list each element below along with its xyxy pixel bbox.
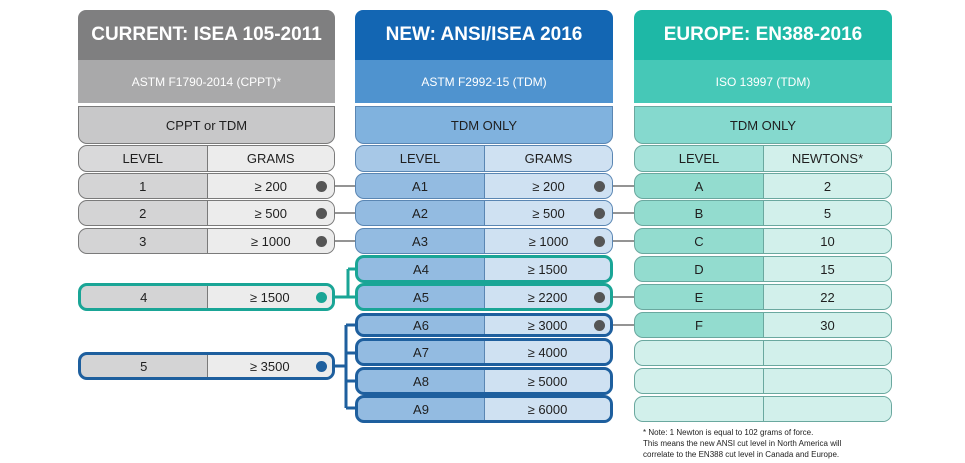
europe-level <box>635 397 763 421</box>
new-col-level: LEVEL <box>399 151 441 166</box>
table-row-level-4 <box>78 283 335 311</box>
current-grams: ≥ 1500 <box>207 286 333 308</box>
table-row-empty <box>634 368 892 394</box>
table-row <box>355 228 613 254</box>
europe-standard: ISO 13997 (TDM) <box>634 60 892 103</box>
connector-dot <box>594 208 605 219</box>
connector-dot <box>316 181 327 192</box>
current-level: 5 <box>140 358 148 374</box>
table-row <box>634 312 892 338</box>
table-row <box>634 228 892 254</box>
new-grams: ≥ 1000 <box>484 229 612 253</box>
new-grams: ≥ 6000 <box>484 398 610 420</box>
new-grams: ≥ 5000 <box>484 370 610 392</box>
table-row <box>634 256 892 282</box>
europe-newtons <box>763 397 891 421</box>
table-row-level-5 <box>78 352 335 380</box>
europe-level: C <box>694 233 704 249</box>
new-method: TDM ONLY <box>355 106 613 144</box>
europe-newtons: 30 <box>763 313 891 337</box>
europe-newtons: 2 <box>763 174 891 198</box>
new-col-grams: GRAMS <box>484 146 612 171</box>
table-row <box>355 395 613 423</box>
new-level: A1 <box>412 178 428 194</box>
europe-level <box>635 369 763 393</box>
europe-newtons: 22 <box>763 285 891 309</box>
connector-dot <box>316 236 327 247</box>
europe-level: E <box>694 289 704 305</box>
connector-dot <box>316 292 327 303</box>
connector-dot <box>594 292 605 303</box>
table-row <box>78 173 335 199</box>
new-level: A6 <box>413 317 429 333</box>
current-method: CPPT or TDM <box>78 106 335 144</box>
current-grams: ≥ 3500 <box>207 355 333 377</box>
current-grams: ≥ 1000 <box>207 229 335 253</box>
connector-dot <box>316 208 327 219</box>
current-col-grams: GRAMS <box>207 146 335 171</box>
table-row <box>634 173 892 199</box>
europe-level: B <box>694 205 704 221</box>
table-row-empty <box>634 340 892 366</box>
table-row <box>355 200 613 226</box>
table-row <box>355 255 613 283</box>
table-row <box>355 313 613 337</box>
table-row <box>355 367 613 395</box>
table-row <box>78 200 335 226</box>
footnote-line: * Note: 1 Newton is equal to 102 grams of force. <box>643 428 814 437</box>
europe-level: D <box>694 261 704 277</box>
new-level: A7 <box>413 344 429 360</box>
europe-newtons: 10 <box>763 229 891 253</box>
new-title: NEW: ANSI/ISEA 2016 <box>355 10 613 60</box>
table-row-empty <box>634 396 892 422</box>
current-title: CURRENT: ISEA 105-2011 <box>78 10 335 60</box>
connector-dot <box>316 361 327 372</box>
new-grams: ≥ 3000 <box>484 316 610 334</box>
europe-header-row <box>634 145 892 172</box>
new-grams: ≥ 2200 <box>484 286 610 308</box>
new-standard: ASTM F2992-15 (TDM) <box>355 60 613 103</box>
europe-newtons <box>763 341 891 365</box>
blue-bracket <box>335 325 355 408</box>
current-grams: ≥ 200 <box>207 174 335 198</box>
europe-level: A <box>694 178 704 194</box>
table-row <box>355 283 613 311</box>
new-grams: ≥ 1500 <box>484 258 610 280</box>
current-grams: ≥ 500 <box>207 201 335 225</box>
current-level: 3 <box>139 233 147 249</box>
europe-level <box>635 341 763 365</box>
table-row <box>634 200 892 226</box>
current-level: 2 <box>139 205 147 221</box>
new-level: A2 <box>412 205 428 221</box>
connector-dot <box>594 181 605 192</box>
table-row <box>634 284 892 310</box>
europe-level: F <box>695 317 703 333</box>
new-level: A9 <box>413 401 429 417</box>
europe-title: EUROPE: EN388-2016 <box>634 10 892 60</box>
table-row <box>78 228 335 254</box>
new-level: A3 <box>412 233 428 249</box>
current-level: 4 <box>140 289 148 305</box>
new-header-row <box>355 145 613 172</box>
current-col-level: LEVEL <box>122 151 163 166</box>
europe-col-level: LEVEL <box>678 151 720 166</box>
table-row <box>355 173 613 199</box>
new-level: A5 <box>413 289 429 305</box>
new-level: A4 <box>413 261 429 277</box>
current-header-row <box>78 145 335 172</box>
current-level: 1 <box>139 178 147 194</box>
footnote <box>643 427 903 460</box>
table-row <box>355 338 613 366</box>
europe-col-newtons: NEWTONS* <box>763 146 891 171</box>
footnote-line: correlate to the EN388 cut level in Canada and Europe. <box>643 450 840 459</box>
europe-newtons: 15 <box>763 257 891 281</box>
new-level: A8 <box>413 373 429 389</box>
new-grams: ≥ 4000 <box>484 341 610 363</box>
new-grams: ≥ 200 <box>484 174 612 198</box>
current-standard: ASTM F1790-2014 (CPPT)* <box>78 60 335 103</box>
teal-bracket <box>335 269 355 297</box>
connector-dot <box>594 320 605 331</box>
footnote-line: This means the new ANSI cut level in North America will <box>643 439 842 448</box>
europe-newtons <box>763 369 891 393</box>
europe-method: TDM ONLY <box>634 106 892 144</box>
europe-newtons: 5 <box>763 201 891 225</box>
connector-dot <box>594 236 605 247</box>
new-grams: ≥ 500 <box>484 201 612 225</box>
